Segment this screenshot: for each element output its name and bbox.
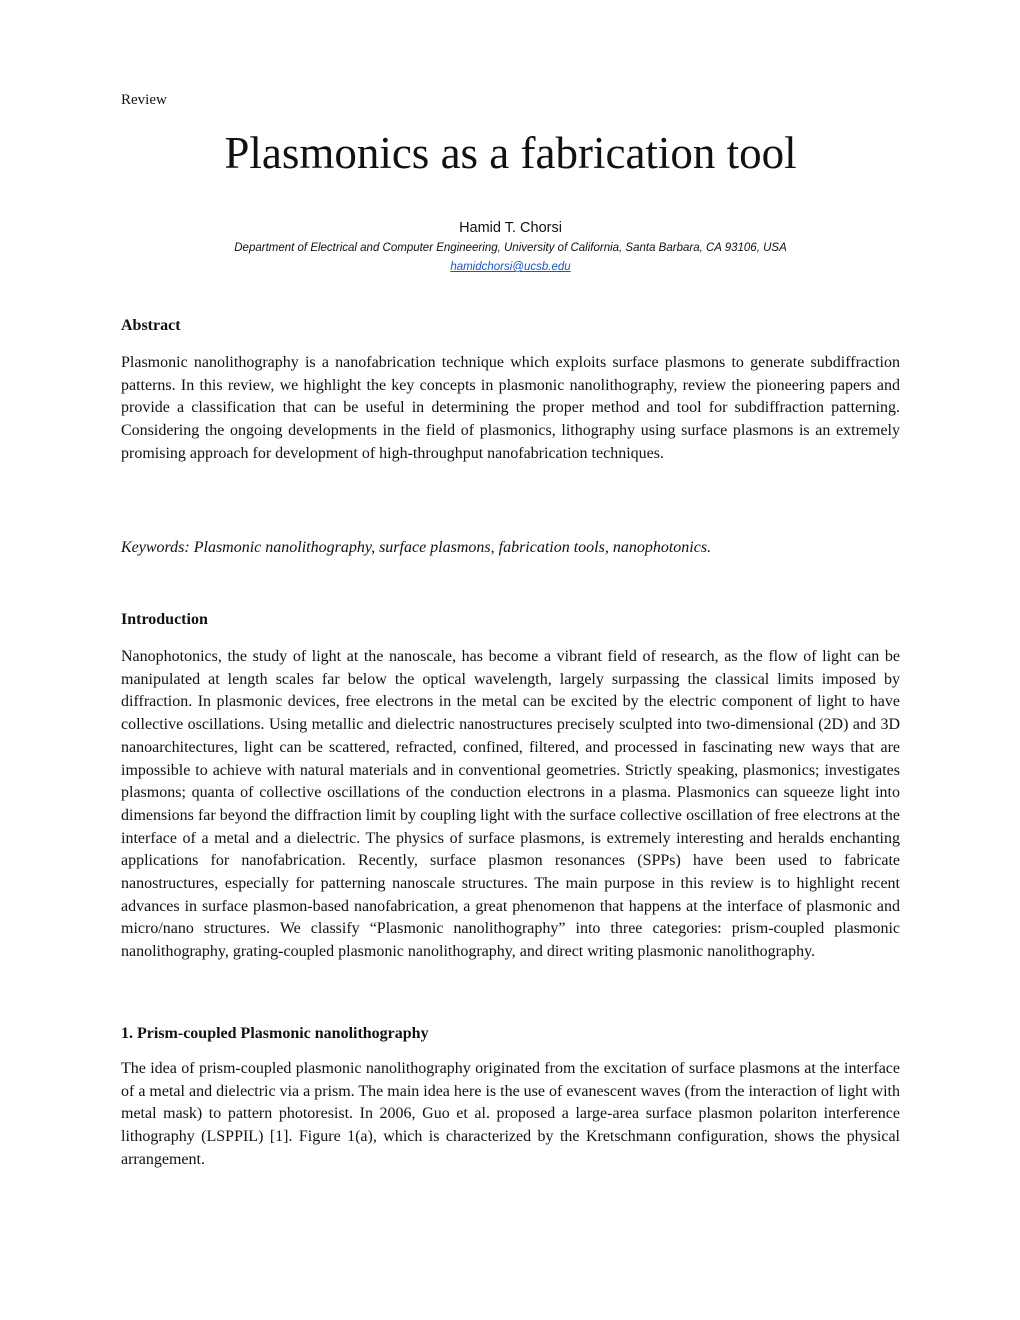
- author-email: [121, 259, 900, 275]
- abstract-heading: Abstract: [121, 317, 181, 334]
- introduction-text: Nanophotonics, the study of light at the nanoscale, has become a vibrant field of research, as the flow of light can be manipulated at length scales far below the optical wavelength, largely surpassing the classical limits imposed by diffraction. In plasmonic devices, free electrons in the metal can be excited by the electric component of light to have collective oscillations. Using metallic and dielectric nanostructures precisely sculpted into two-dimensional (2D) and 3D nanoarchitectures, light can be scattered, refracted, confined, filtered, and processed in fascinating new ways that are impossible to achieve with natural materials and in conventional geometries. Strictly speaking, plasmonics; investigates plasmons; quanta of collective oscillations of the conduction electrons in a plasma. Plasmonics can squeeze light into dimensions far beyond the diffraction limit by coupling light with the surface collective oscillation of free electrons at the interface of a metal and a dielectric. The physics of surface plasmons, is extremely interesting and heralds enchanting applications for nanofabrication. Recently, surface plasmon resonances (SPPs) have been used to fabricate nanostructures, especially for patterning nanoscale structures. The main purpose in this review is to highlight recent advances in surface plasmon-based nanofabrication, a great phenomenon that happens at the interface of plasmonic and micro/nano structures. We classify “Plasmonic nanolithography” into three categories: prism-coupled plasmonic nanolithography, grating-coupled plasmonic nanolithography, and direct writing plasmonic nanolithography.: [121, 648, 900, 961]
- paper-title: Plasmonics as a fabrication tool: [224, 128, 797, 178]
- keywords-line: Keywords: Plasmonic nanolithography, surface plasmons, fabrication tools, nanophotonics.: [121, 539, 712, 556]
- author-affiliation: Department of Electrical and Computer Engineering, University of California, Santa Barbara, CA 93106, USA: [234, 242, 787, 254]
- email-link[interactable]: hamidchorsi@ucsb.edu: [450, 261, 571, 273]
- abstract-text: Plasmonic nanolithography is a nanofabrication technique which exploits surface plasmons to generate subdiffraction patterns. In this review, we highlight the key concepts in plasmonic nanolithography, review the pioneering papers and provide a classification that can be useful in determining the proper method and tool for subdiffraction patterning. Considering the ongoing developments in the field of plasmonics, lithography using surface plasmons is an extremely promising approach for development of high-throughput nanofabrication techniques.: [121, 354, 900, 462]
- article-type-label: Review: [121, 92, 167, 108]
- section-1-text: The idea of prism-coupled plasmonic nanolithography originated from the excitation of surface plasmons at the interface of a metal and dielectric via a prism. The main idea here is the use of evanescent waves (from the interaction of light with metal mask) to pattern photoresist. In 2006, Guo et al. proposed a large-area surface plasmon polariton interference lithography (LSPPIL) [1]. Figure 1(a), which is characterized by the Kretschmann configuration, shows the physical arrangement.: [121, 1060, 900, 1168]
- introduction-heading: Introduction: [121, 611, 208, 628]
- section-1-heading: 1. Prism-coupled Plasmonic nanolithography: [121, 1025, 429, 1042]
- author-name: Hamid T. Chorsi: [459, 220, 562, 236]
